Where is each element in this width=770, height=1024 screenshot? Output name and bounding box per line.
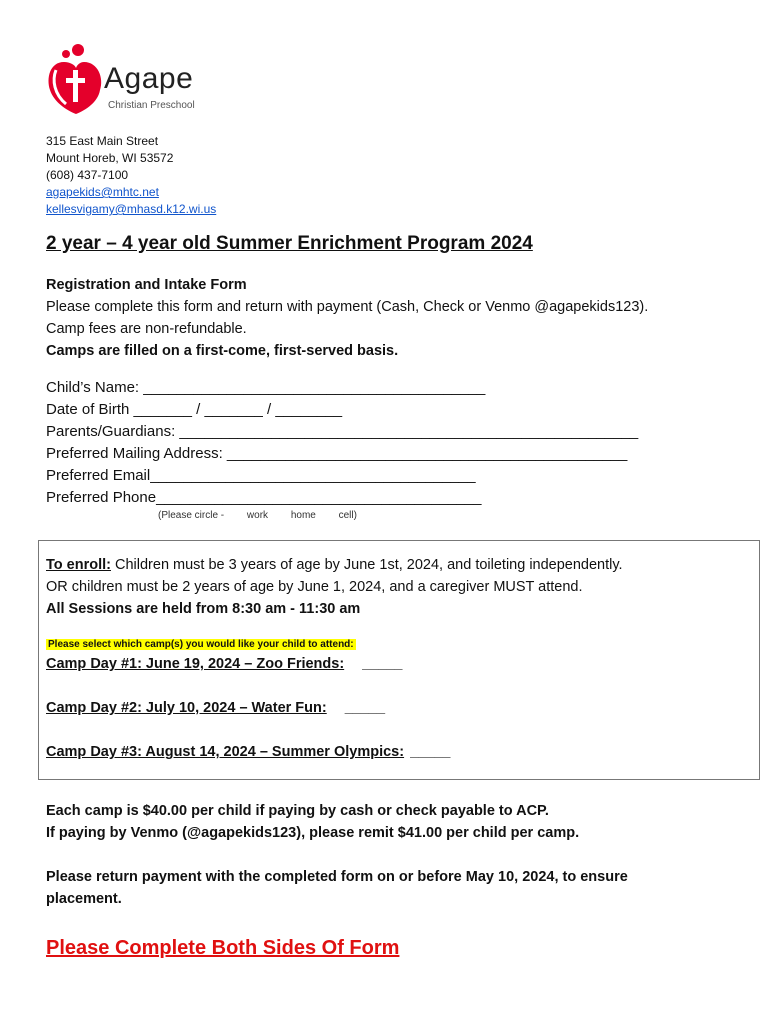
- mailing-address-field[interactable]: Preferred Mailing Address: ________________________________________________: [46, 445, 628, 462]
- enroll-line-2: OR children must be 2 years of age by June 1, 2024, and a caregiver MUST attend.: [46, 579, 583, 595]
- camp-day-2-blank[interactable]: _____: [344, 700, 386, 716]
- camp-day-3-label: Camp Day #3: August 14, 2024 – Summer Olympics:: [46, 744, 405, 760]
- page-title: 2 year – 4 year old Summer Enrichment Program 2024: [46, 233, 533, 254]
- phone-note-prefix: (Please circle -: [158, 510, 225, 521]
- phone-field[interactable]: Preferred Phone_______________________________________: [46, 489, 482, 506]
- phone-option-cell[interactable]: cell): [338, 510, 357, 521]
- dob-field[interactable]: Date of Birth _______ / _______ / ________: [46, 401, 343, 418]
- intro-block: [46, 274, 746, 362]
- fee-line-1: Each camp is $40.00 per child if paying by cash or check payable to ACP.: [46, 803, 549, 819]
- intro-line-3: Camps are filled on a first-come, first-served basis.: [46, 343, 399, 359]
- camp-day-3-blank[interactable]: _____: [410, 744, 451, 760]
- fee-line-2: If paying by Venmo (@agapekids123), please remit $41.00 per child per camp.: [46, 825, 580, 841]
- camp-day-1-label: Camp Day #1: June 19, 2024 – Zoo Friends:: [46, 656, 345, 672]
- enroll-line-1: Children must be 3 years of age by June 1st, 2024, and toileting independently.: [110, 557, 623, 573]
- logo-subtitle: Christian Preschool: [108, 100, 195, 111]
- email-link-1[interactable]: agapekids@mhtc.net: [46, 185, 159, 199]
- select-camp-note: Please select which camp(s) you would like your child to attend:: [48, 639, 354, 650]
- enroll-text: [46, 554, 623, 620]
- camp-day-2-label: Camp Day #2: July 10, 2024 – Water Fun:: [46, 700, 327, 716]
- email-field[interactable]: Preferred Email_______________________________________: [46, 467, 476, 484]
- intro-line-1: Please complete this form and return with payment (Cash, Check or Venmo @agapekids123).: [46, 299, 649, 315]
- complete-both-sides-note: Please Complete Both Sides Of Form: [46, 937, 400, 959]
- camp-day-1-blank[interactable]: _____: [362, 656, 403, 672]
- camp-day-3[interactable]: [46, 744, 450, 760]
- form-heading: Registration and Intake Form: [46, 277, 247, 293]
- intro-line-2: Camp fees are non-refundable.: [46, 321, 247, 337]
- fees-block: [46, 800, 579, 844]
- address-block: [46, 133, 216, 218]
- phone-option-home[interactable]: home: [290, 510, 316, 521]
- email-link-2[interactable]: kellesvigamy@mhasd.k12.wi.us: [46, 202, 217, 216]
- logo-wordmark: Agape: [104, 62, 194, 95]
- phone-circle-note: [158, 510, 377, 521]
- phone-number: (608) 437-7100: [46, 168, 129, 182]
- child-name-field[interactable]: Child’s Name: _________________________________________: [46, 379, 486, 396]
- city-address: Mount Horeb, WI 53572: [46, 151, 174, 165]
- parents-field[interactable]: Parents/Guardians: _______________________________________________________: [46, 423, 639, 440]
- form-fields: [46, 377, 638, 509]
- phone-option-work[interactable]: work: [246, 510, 269, 521]
- camp-day-1[interactable]: [46, 656, 403, 672]
- camp-day-2[interactable]: [46, 700, 385, 716]
- street-address: 315 East Main Street: [46, 134, 159, 148]
- enroll-line-3: All Sessions are held from 8:30 am - 11:30 am: [46, 601, 361, 617]
- enroll-label: To enroll:: [46, 557, 111, 573]
- return-payment-note: Please return payment with the completed form on or before May 10, 2024, to ensure placement.: [46, 869, 628, 907]
